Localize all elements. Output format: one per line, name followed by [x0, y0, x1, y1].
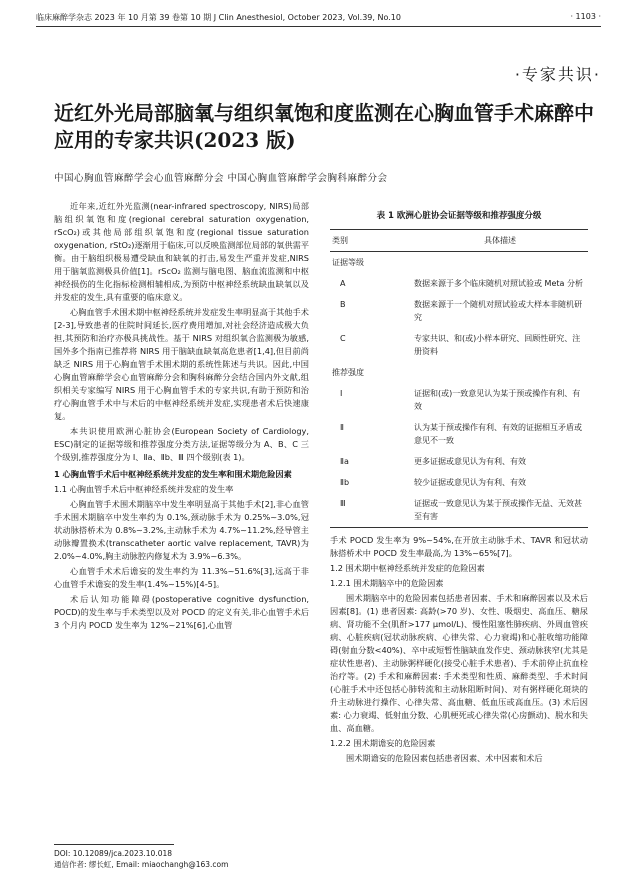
table-cell-category: Ⅱb: [340, 478, 350, 487]
table-cell-description: 数据来源于多个临床随机对照试验或 Meta 分析: [414, 279, 583, 288]
table-cell-category: A: [340, 279, 346, 288]
left-column: [54, 200, 309, 634]
table-cell-category: Ⅱa: [340, 457, 349, 466]
table-cell-category: B: [340, 300, 346, 309]
footnote-rule: [54, 844, 174, 845]
page-number: · 1103 ·: [570, 12, 601, 21]
subsection-heading: 1.1 心胸血管手术后中枢神经系统并发症的发生率: [54, 484, 234, 494]
table-cell-description: 更多证据或意见认为有利、有效: [414, 457, 526, 466]
authors: 中国心胸血管麻醉学会心血管麻醉分会 中国心胸血管麻醉学会胸科麻醉分会: [54, 173, 388, 184]
table-cell-category: Ⅱ: [340, 423, 344, 432]
subsection-heading: 1.2 围术期中枢神经系统并发症的危险因素: [330, 563, 485, 573]
paragraph: 围术期谵妄的危险因素包括患者因素、术中因素和术后: [346, 753, 543, 763]
table-row: [330, 273, 588, 294]
right-column-text: [330, 534, 588, 767]
table-header-description: 具体描述: [412, 230, 588, 252]
subsubsection-heading: 1.2.1 围术期脑卒中的危险因素: [330, 578, 444, 588]
table-block: [330, 210, 588, 528]
table-cell-description: 证据或一致意见认为某于预或操作无益、无效甚至有害: [412, 493, 588, 528]
paragraph: 心胸血管手术围术期脑卒中发生率明显高于其他手术[2],非心血管手术围术期脑卒中发生率约为 0.1%,颈动脉手术为 0.25%~3.0%,冠状动脉搭桥术为 0.8%~3.2%,主动脉手术为 4.7%~11.2%,经导管主动脉瓣置换术(transcatheter aortic valve replacement, TAVR)为 2.0%~4.0%,胸主动脉腔内修复术为 3.9%~6.3%。: [54, 499, 309, 561]
table-cell-description: 证据和(或)一致意见认为某于预或操作有利、有效: [414, 389, 581, 411]
table-group-label: 证据等级: [332, 258, 364, 267]
paragraph: 本共识使用欧洲心脏协会(European Society of Cardiology, ESC)制定的证据等级和推荐强度分类方法,证据等级分为 A、B、C 三个级别,推荐强度分为 Ⅰ、Ⅱa、Ⅱb、Ⅲ 四个级别(表 1)。: [54, 426, 309, 462]
table-row: [330, 493, 588, 528]
paragraph: 近年来,近红外光监测(near-infrared spectroscopy, NIRS)局部脑组织氧饱和度(regional cerebral saturation oxygenation, rScO₂)或其他局部组织氧饱和度(regional tissue saturation oxygenation, rStO₂)逐渐用于临床,可以反映监测部位局部的氧供需平衡。由于脑组织极易遭受缺血和缺氧的打击,易发生严重并发症,NIRS 用于脑氧监测极具价值[1]。rScO₂ 监测与脑电图、脑血流监测和中枢神经损伤的生化指标检测相辅相成,为预防中枢神经系统缺血缺氧以及并发症的发生,具有重要的临床意义。: [54, 201, 310, 302]
doi: DOI: 10.12089/jca.2023.10.018: [54, 849, 173, 858]
table-cell-description: 较少证据或意见认为有利、有效: [414, 478, 526, 487]
table-cell-category: Ⅲ: [330, 493, 412, 528]
table-cell-category: Ⅰ: [340, 389, 343, 398]
footnote: [54, 848, 228, 870]
corresponding-author: 通信作者: 缪长虹, Email: miaochangh@163.com: [54, 860, 229, 869]
table-row: [330, 383, 588, 417]
paragraph: 围术期脑卒中的危险因素包括患者因素、手术和麻醉因素以及术后因素[8]。(1) 患者因素: 高龄(>70 岁)、女性、吸烟史、高血压、糖尿病、肾功能不全(肌酐>177 μmol/L)、慢性阻塞性肺疾病、外周血管疾病、心脏疾病(冠状动脉疾病、心律失常、心力衰竭)和心脏收缩功能障碍(射血分数<40%)、卒中或短暂性脑缺血发作史、颈动脉狭窄(尤其是症状性患者)、主动脉粥样硬化(接受心脏手术患者)、手术前停止抗血栓治疗等。(2) 手术和麻醉因素: 手术类型和性质、麻醉类型、手术时间(心脏手术中还包括心肺转流和主动脉阻断时间)、对有粥样硬化斑块的升主动脉进行操作、心律失常、高血糖、低血压或高血压。(3) 术后因素: 心力衰竭、低射血分数、心肌梗死或心律失常(心房颤动)、脱水和失血、高血糖。: [330, 593, 588, 733]
table-row: [330, 472, 588, 493]
journal-citation: 临床麻醉学杂志 2023 年 10 月第 39 卷第 10 期 J Clin Anesthesiol, October 2023, Vol.39, No.10: [36, 13, 401, 22]
evidence-table: [330, 229, 588, 528]
table-cell-description: 数据来源于一个随机对照试验或大样本非随机研究: [414, 300, 582, 322]
paragraph: 术后认知功能障碍(postoperative cognitive dysfunction, POCD)的发生率与手术类型以及对 POCD 的定义有关,非心血管手术后 3 个月内 POCD 发生率为 12%~21%[6],心血管: [54, 594, 309, 630]
table-row: [330, 328, 588, 362]
article-title: 近红外光局部脑氧与组织氧饱和度监测在心胸血管手术麻醉中应用的专家共识(2023 版): [54, 101, 594, 152]
table-cell-category: C: [340, 334, 346, 343]
section-heading: 1 心胸血管手术后中枢神经系统并发症的发生率和围术期危险因素: [54, 469, 292, 479]
header-rule: [36, 26, 601, 27]
paragraph: 心胸血管手术围术期中枢神经系统并发症发生率明显高于其他手术[2-3],导致患者的住院时间延长,医疗费用增加,对社会经济造成极大负担,其预防和治疗亦极具挑战性。基于 NIRS 对组织氧合监测极为敏感,国外多个指南已推荐将 NIRS 用于脑缺血缺氧高危患者[1,4],但目前尚缺乏 NIRS 用于心胸血管手术围术期的系统性陈述与共识。因此,中国心胸血管麻醉学会心血管麻醉分会和胸科麻醉分会结合国内外文献,组织相关专家编写 NIRS 用于心胸血管手术的专家共识,有助于预防和治疗心胸血管手术中与术后的中枢神经系统并发症,实现患者术后快速康复。: [54, 307, 309, 421]
table-group-row: [330, 362, 588, 383]
table-row: [330, 294, 588, 328]
table-row: [330, 451, 588, 472]
table-row: [330, 417, 588, 451]
subsubsection-heading: 1.2.2 围术期谵妄的危险因素: [330, 738, 436, 748]
table-group-row: [330, 252, 588, 274]
table-cell-description: 认为某于预或操作有利、有效的证据相互矛盾或意见不一致: [414, 423, 582, 445]
table-group-label: 推荐强度: [332, 368, 364, 377]
paragraph: 手术 POCD 发生率为 9%~54%,在开放主动脉手术、TAVR 和冠状动脉搭桥术中 POCD 发生率最高,为 13%~65%[7]。: [330, 535, 588, 558]
table-header-category: 类别: [330, 230, 412, 252]
paragraph: 心血管手术术后谵妄的发生率约为 11.3%~51.6%[3],远高于非心血管手术谵妄的发生率(1.4%~15%)[4-5]。: [54, 566, 309, 589]
table-title: 表 1 欧洲心脏协会证据等级和推荐强度分级: [376, 211, 542, 221]
section-tag: ·专家共识·: [514, 65, 601, 84]
table-cell-description: 专家共识、和(或)小样本研究、回顾性研究、注册资料: [414, 334, 581, 356]
running-header: [36, 12, 601, 23]
